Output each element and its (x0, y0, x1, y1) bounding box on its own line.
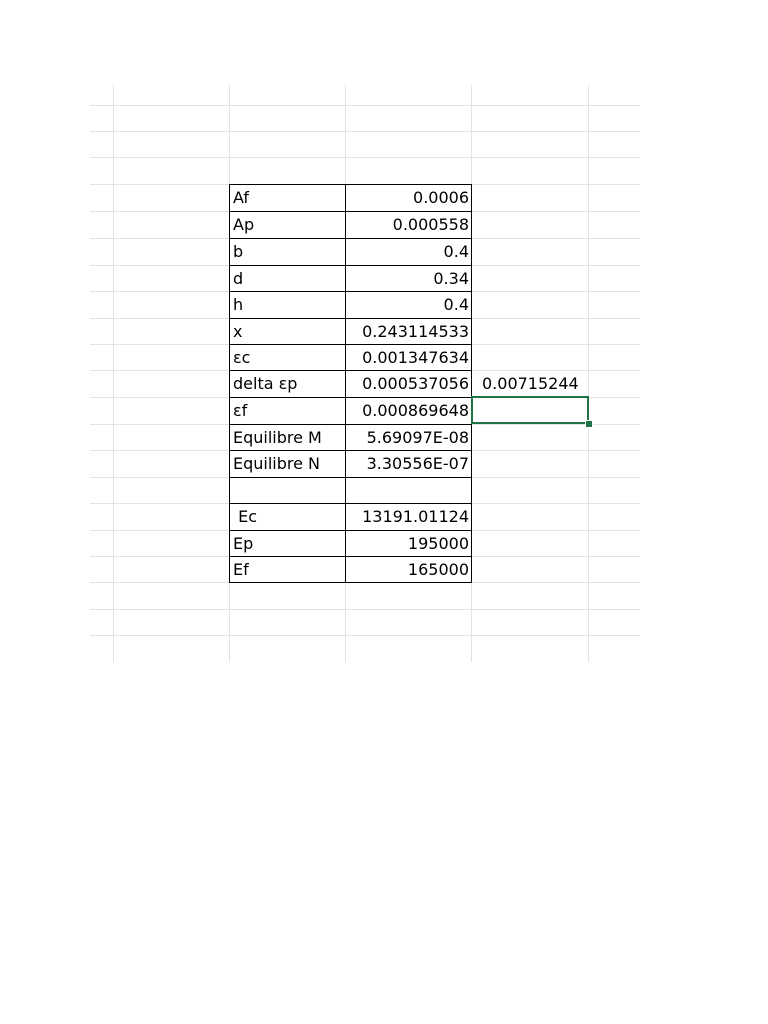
row-label-cell[interactable]: εf (229, 398, 346, 425)
row-label-cell[interactable]: Af (229, 184, 346, 212)
gridline (90, 157, 640, 158)
active-cell-selection[interactable] (471, 396, 589, 424)
gridline (588, 85, 589, 662)
row-label-cell[interactable]: εc (229, 345, 346, 371)
row-label-cell[interactable]: d (229, 266, 346, 292)
row-value-cell[interactable]: 0.001347634 (345, 345, 472, 371)
row-value-cell[interactable]: 195000 (345, 531, 472, 557)
row-label-cell[interactable]: Ep (229, 531, 346, 557)
row-value-cell[interactable]: 3.30556E-07 (345, 451, 472, 478)
row-label-cell[interactable]: h (229, 292, 346, 319)
row-label-cell[interactable]: Ef (229, 557, 346, 583)
row-value-cell[interactable]: 0.4 (345, 292, 472, 319)
row-value-cell[interactable]: 0.34 (345, 266, 472, 292)
row-label-cell[interactable]: Equilibre M (229, 425, 346, 451)
row-value-cell[interactable]: 13191.01124 (345, 504, 472, 531)
gridline (113, 85, 114, 662)
gridline (90, 131, 640, 132)
row-value-cell[interactable]: 0.000537056 (345, 371, 472, 398)
row-value-cell[interactable]: 0.0006 (345, 184, 472, 212)
row-label-cell[interactable] (229, 478, 346, 504)
row-value-cell[interactable]: 0.4 (345, 239, 472, 266)
gridline (90, 609, 640, 610)
row-label-cell[interactable]: b (229, 239, 346, 266)
row-value-cell[interactable]: 0.000869648 (345, 398, 472, 425)
row-value-cell[interactable]: 0.243114533 (345, 319, 472, 345)
fill-handle[interactable] (585, 420, 593, 428)
row-label-cell[interactable]: Equilibre N (229, 451, 346, 478)
row-value-cell[interactable]: 0.000558 (345, 212, 472, 239)
row-label-cell[interactable]: x (229, 319, 346, 345)
row-value-cell[interactable] (345, 478, 472, 504)
gridline (90, 105, 640, 106)
row-value-cell[interactable]: 5.69097E-08 (345, 425, 472, 451)
row-label-cell[interactable]: Ap (229, 212, 346, 239)
row-label-cell[interactable]: delta εp (229, 371, 346, 398)
side-value-cell[interactable]: 0.00715244 (482, 374, 579, 393)
gridline (90, 635, 640, 636)
row-label-cell[interactable]: Ec (229, 504, 346, 531)
row-value-cell[interactable]: 165000 (345, 557, 472, 583)
